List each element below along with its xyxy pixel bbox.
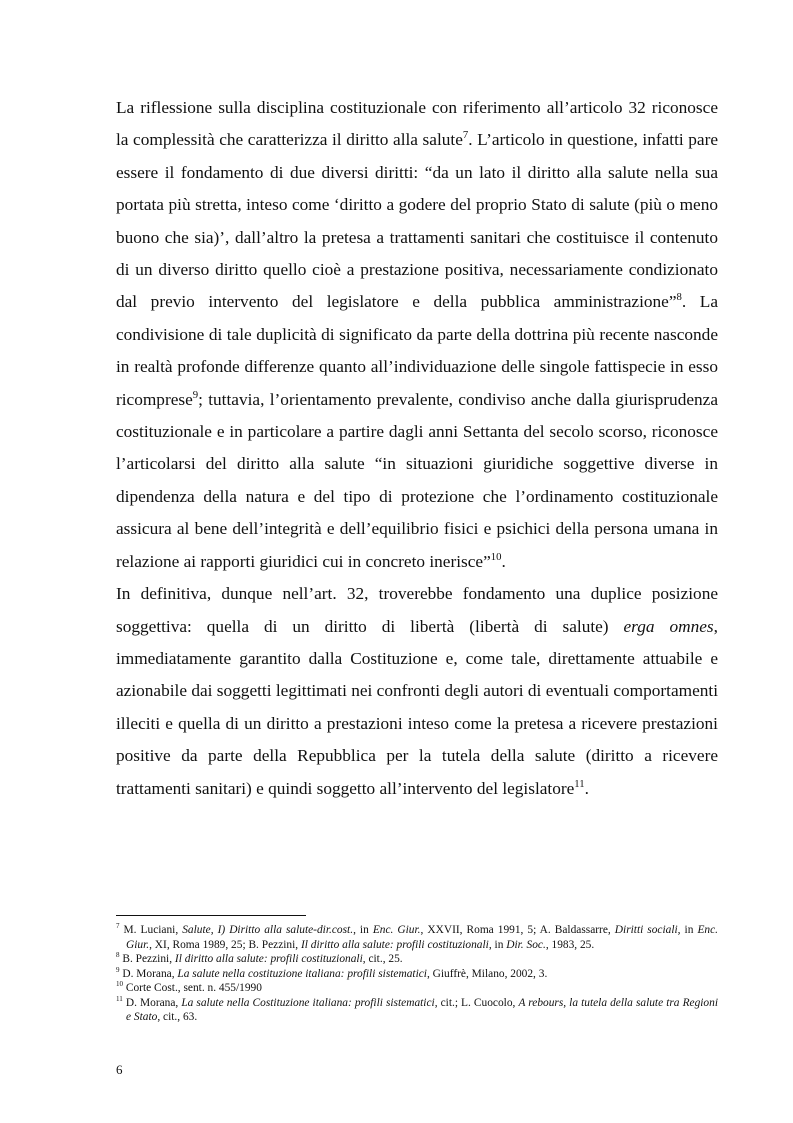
main-text (116, 92, 718, 805)
footnote-9-italic-1: La salute nella costituzione italiana: profili sistematici (177, 967, 427, 980)
footnote-7-text-7: , 1983, 25. (545, 938, 595, 951)
footnote-11-text-3: , cit., 63. (157, 1011, 198, 1023)
footnote-7-text-1: M. Luciani, (119, 924, 183, 936)
footnote-9-number: 9 (116, 965, 120, 974)
footnote-11-text-2: , cit.; L. Cuocolo, (434, 996, 519, 1009)
footnote-ref-8[interactable]: 8 (676, 291, 682, 304)
footnote-9 (116, 967, 718, 982)
footnote-11-number: 11 (116, 994, 123, 1003)
footnote-9-text-1: D. Morana, (119, 967, 178, 980)
footnote-7-text-6: , in (488, 938, 507, 951)
footnote-11-text-1: D. Morana, (122, 996, 182, 1009)
footnote-7-italic-5: Il diritto alla salute: profili costituzionali (300, 938, 489, 951)
footnote-ref-11[interactable]: 11 (574, 777, 585, 790)
footnote-8-number: 8 (116, 951, 120, 960)
footnote-11-italic-1: La salute nella Costituzione italiana: profili sistematici (181, 996, 435, 1009)
footnote-7-italic-6: Dir. Soc. (506, 938, 546, 951)
footnote-10 (116, 981, 718, 996)
paragraph-2 (116, 578, 718, 805)
footnote-7-italic-4: Enc. Giur. (126, 924, 719, 951)
paragraph-2-text-b: , immediatamente garantito dalla Costituzione e, come tale, direttamente attuabile e azionabile dai soggetti legittimati nei confronti degli autori di eventuali comportamenti illeciti e quella di un diritto a prestazioni inteso come la pretesa a ricevere prestazioni positive da parte della Repubblica per la tutela della salute (diritto a ricevere trattamenti sanitari) e quindi soggetto all’intervento del legislatore (116, 616, 718, 798)
footnote-8-text-1: B. Pezzini, (119, 953, 175, 965)
footnote-ref-7[interactable]: 7 (462, 129, 469, 142)
paragraph-1-text-d: ; tuttavia, l’orientamento prevalente, condiviso anche dalla giurisprudenza costituzionale e in particolare a partire dagli anni Settanta del secolo scorso, riconosce l’articolarsi del diritto alla salute “in situazioni giuridiche soggettive diverse in dipendenza della natura e del tipo di protezione che l’ordinamento costituzionale assicura al bene dell’integrità e dell’equilibrio fisici e psichici della persona umana in relazione ai rapporti giuridici cui in concreto inerisce” (116, 389, 718, 571)
footnote-8-text-2: , cit., 25. (362, 953, 403, 965)
footnote-7-text-3: , XXVII, Roma 1991, 5; A. Baldassarre, (420, 924, 615, 936)
footnote-11-italic-2: A rebours, la tutela della salute tra Regioni e Stato (126, 996, 718, 1023)
paragraph-1-text-c: . La condivisione di tale duplicità di significato da parte della dottrina più recente nasconde in realtà profonde differenze quanto all’individuazione delle singole fattispecie in esso ricomprese (116, 292, 719, 409)
footnote-10-text-1: Corte Cost., sent. n. 455/1990 (123, 982, 262, 994)
paragraph-2-text-a: In definitiva, dunque nell’art. 32, troverebbe fondamento una duplice posizione soggettiva: quella di un diritto di libertà (libertà di salute) (116, 584, 718, 636)
paragraph-1-text-e: . (501, 551, 506, 571)
paragraph-1-text-a: La riflessione sulla disciplina costituzionale con riferimento all’articolo 32 riconosce la complessità che caratterizza il diritto alla salute (116, 98, 718, 150)
footnotes (116, 923, 718, 1025)
footnote-7-text-5: , XI, Roma 1989, 25; B. Pezzini, (149, 938, 301, 951)
footnote-7-italic-1: Salute, I) Diritto alla salute-dir.cost. (182, 924, 354, 936)
footnote-7-text-4: in (680, 924, 698, 936)
paragraph-2-text-c: . (584, 778, 589, 798)
footnote-7-text-2: , in (353, 924, 373, 936)
paragraph-2-italic: erga omnes (623, 616, 714, 636)
footnote-11 (116, 996, 718, 1025)
footnote-7-italic-3: Diritti sociali, (614, 924, 681, 936)
footnote-separator (116, 915, 306, 916)
footnote-10-number: 10 (116, 980, 124, 989)
footnote-8-italic-1: Il diritto alla salute: profili costituzionali (174, 953, 363, 965)
footnote-7-italic-2: Enc. Giur. (372, 924, 421, 936)
footnote-8 (116, 952, 718, 967)
page-number: 6 (116, 1062, 123, 1077)
footnote-7 (116, 923, 718, 952)
footnote-ref-9[interactable]: 9 (192, 388, 199, 401)
paragraph-1 (116, 92, 718, 578)
footnote-ref-10[interactable]: 10 (490, 550, 502, 563)
footnote-7-number: 7 (116, 922, 120, 931)
paragraph-1-text-b: . L’articolo in questione, infatti pare essere il fondamento di due diversi diritti: “da un lato il diritto alla salute nella sua portata più stretta, inteso come ‘diritto a godere del proprio Stato di salute (più o meno buono che sia)’, dall’altro la pretesa a trattamenti sanitari che costituisce il contenuto di un diverso diritto quello cioè a prestazione positiva, necessariamente condizionato dal previo intervento del legislatore e della pubblica amministrazione” (116, 130, 719, 312)
footnote-9-text-2: , Giuffrè, Milano, 2002, 3. (426, 967, 548, 980)
